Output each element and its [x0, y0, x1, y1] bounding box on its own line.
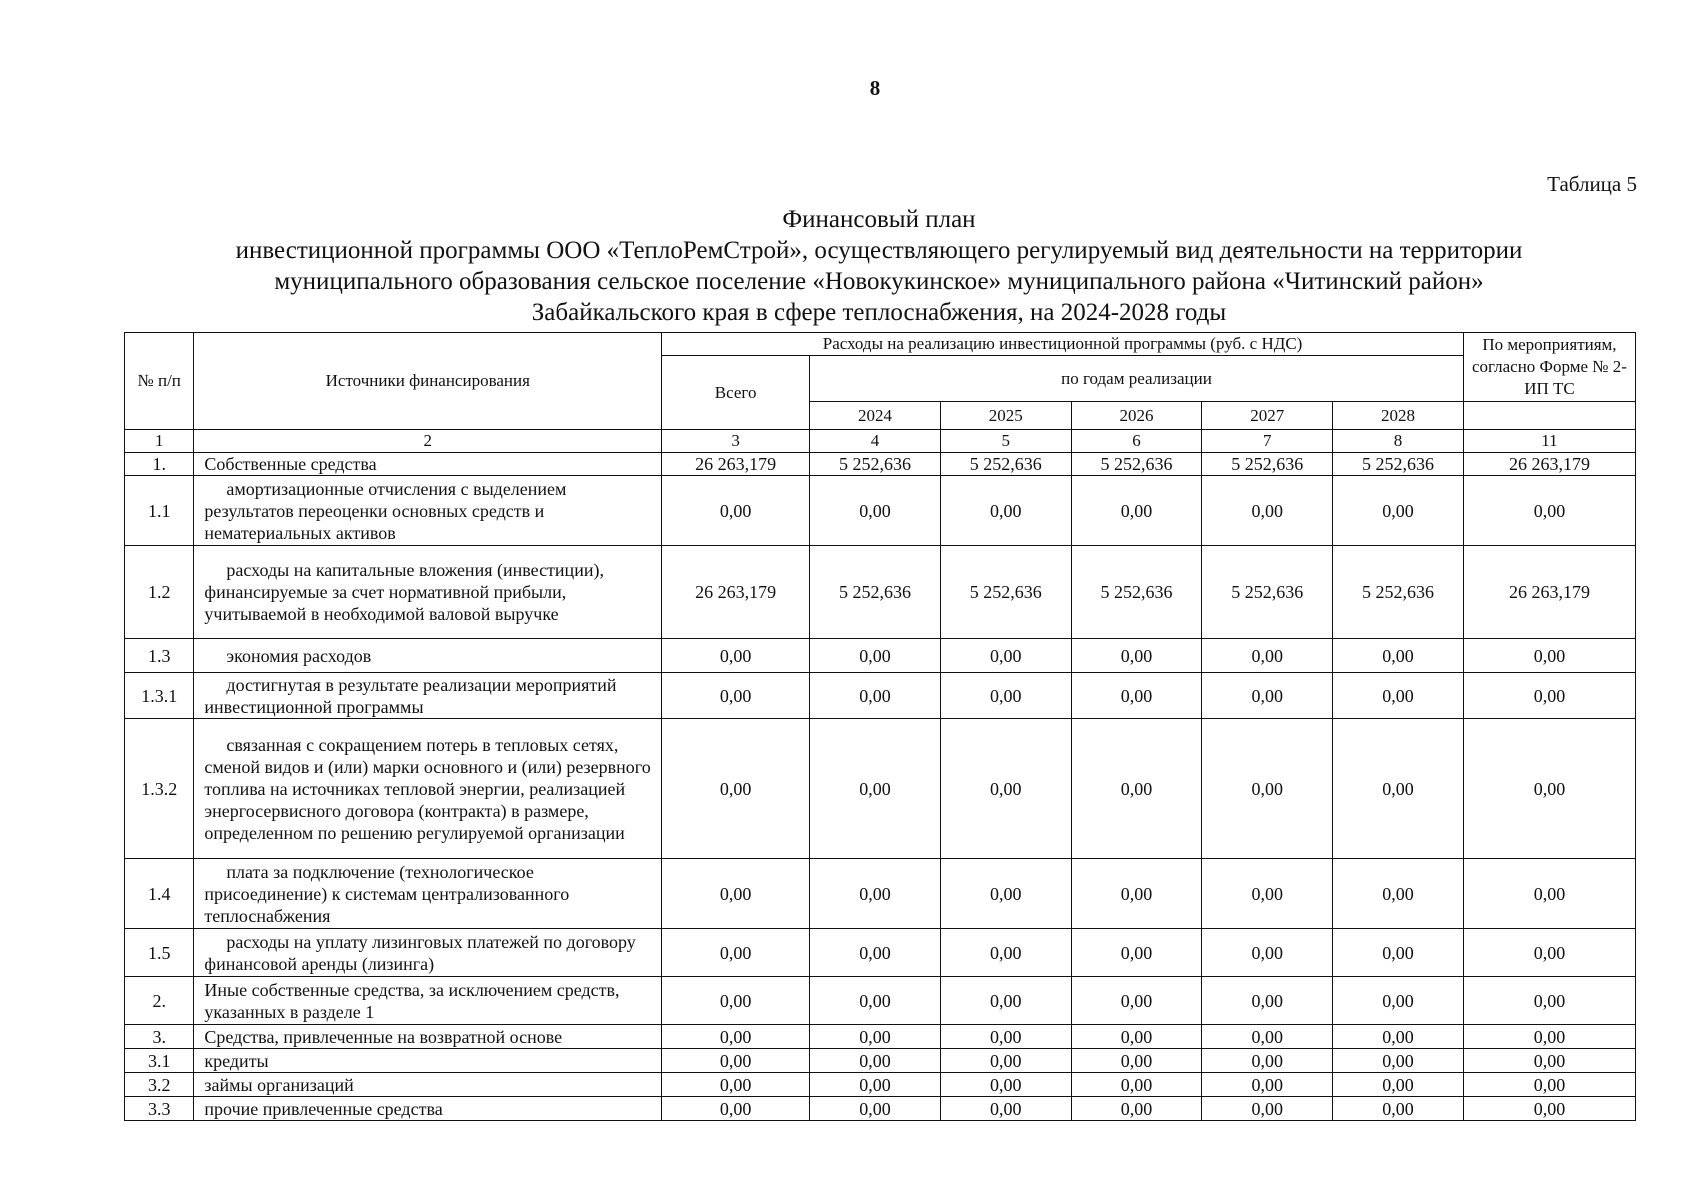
cell-2027: 0,00 — [1202, 1073, 1333, 1097]
cell-total: 0,00 — [662, 719, 810, 859]
cell-2027: 0,00 — [1202, 1097, 1333, 1121]
cell-2024: 0,00 — [810, 719, 941, 859]
plan-subtitle-line-1: инвестиционной программы ООО «ТеплоРемСтрой», осуществляющего регулируемый вид деятельности на территории — [235, 237, 1523, 264]
table-row — [125, 546, 1636, 639]
plan-title: Финансовый план — [782, 206, 976, 233]
cell-total: 0,00 — [662, 1097, 810, 1121]
cell-2028: 0,00 — [1333, 1049, 1464, 1073]
header-source: Источники финансирования — [194, 333, 662, 430]
row-source: связанная с сокращением потерь в тепловых сетях, сменой видов и (или) марки основного и (или) резервного топлива на источниках тепловой энергии, реализацией энергосервисного договора (контракта) в размере, определенном по решению регулируемой организации — [194, 719, 662, 859]
cell-total: 0,00 — [662, 673, 810, 719]
cell-2025: 0,00 — [940, 859, 1071, 929]
cell-2026: 0,00 — [1071, 719, 1202, 859]
row-source: расходы на уплату лизинговых платежей по договору финансовой аренды (лизинга) — [194, 929, 662, 977]
row-number: 1.3 — [125, 639, 194, 673]
cell-form: 0,00 — [1463, 476, 1635, 546]
cell-2027: 0,00 — [1202, 1025, 1333, 1049]
cell-2024: 0,00 — [810, 1073, 941, 1097]
cell-total: 0,00 — [662, 1073, 810, 1097]
cell-2028: 0,00 — [1333, 977, 1464, 1025]
cell-2024: 0,00 — [810, 859, 941, 929]
cell-2028: 0,00 — [1333, 476, 1464, 546]
cell-2027: 0,00 — [1202, 977, 1333, 1025]
row-source: достигнутая в результате реализации мероприятий инвестиционной программы — [194, 673, 662, 719]
cell-form: 0,00 — [1463, 977, 1635, 1025]
cell-2024: 0,00 — [810, 639, 941, 673]
cell-form: 0,00 — [1463, 1049, 1635, 1073]
row-source: займы организаций — [194, 1073, 662, 1097]
row-number: 1. — [125, 453, 194, 476]
row-number: 1.3.2 — [125, 719, 194, 859]
cell-2028: 0,00 — [1333, 859, 1464, 929]
column-number: 7 — [1202, 430, 1333, 453]
cell-2028: 5 252,636 — [1333, 453, 1464, 476]
cell-2025: 0,00 — [940, 929, 1071, 977]
row-number: 3.3 — [125, 1097, 194, 1121]
cell-form: 0,00 — [1463, 719, 1635, 859]
table-row — [125, 977, 1636, 1025]
cell-2024: 0,00 — [810, 1049, 941, 1073]
cell-2024: 0,00 — [810, 673, 941, 719]
cell-total: 26 263,179 — [662, 453, 810, 476]
row-number: 1.1 — [125, 476, 194, 546]
row-number: 1.3.1 — [125, 673, 194, 719]
cell-total: 0,00 — [662, 977, 810, 1025]
row-number: 3.2 — [125, 1073, 194, 1097]
column-number: 2 — [194, 430, 662, 453]
cell-2025: 0,00 — [940, 1073, 1071, 1097]
cell-2026: 0,00 — [1071, 1097, 1202, 1121]
cell-2027: 0,00 — [1202, 859, 1333, 929]
row-source: амортизационные отчисления с выделением результатов переоценки основных средств и нематериальных активов — [194, 476, 662, 546]
cell-2028: 0,00 — [1333, 929, 1464, 977]
cell-2026: 0,00 — [1071, 929, 1202, 977]
cell-2028: 0,00 — [1333, 1073, 1464, 1097]
cell-2028: 0,00 — [1333, 719, 1464, 859]
cell-2028: 0,00 — [1333, 1097, 1464, 1121]
column-number: 1 — [125, 430, 194, 453]
cell-2025: 0,00 — [940, 1097, 1071, 1121]
cell-total: 0,00 — [662, 1025, 810, 1049]
column-number: 6 — [1071, 430, 1202, 453]
cell-2027: 0,00 — [1202, 929, 1333, 977]
header-year: 2026 — [1071, 402, 1202, 430]
header-year: 2025 — [940, 402, 1071, 430]
cell-2027: 0,00 — [1202, 673, 1333, 719]
cell-2027: 5 252,636 — [1202, 453, 1333, 476]
header-year: 2027 — [1202, 402, 1333, 430]
row-source: экономия расходов — [194, 639, 662, 673]
cell-2025: 0,00 — [940, 719, 1071, 859]
cell-2026: 0,00 — [1071, 977, 1202, 1025]
row-source: Иные собственные средства, за исключением средств, указанных в разделе 1 — [194, 977, 662, 1025]
cell-2025: 5 252,636 — [940, 453, 1071, 476]
cell-2026: 5 252,636 — [1071, 453, 1202, 476]
cell-2025: 0,00 — [940, 1049, 1071, 1073]
table-row — [125, 639, 1636, 673]
header-total: Всего — [662, 356, 810, 430]
cell-total: 0,00 — [662, 476, 810, 546]
header-expenses: Расходы на реализацию инвестиционной программы (руб. с НДС) — [662, 333, 1464, 356]
table-row — [125, 1097, 1636, 1121]
cell-2025: 0,00 — [940, 1025, 1071, 1049]
cell-form: 26 263,179 — [1463, 546, 1635, 639]
cell-2024: 0,00 — [810, 977, 941, 1025]
row-number: 3.1 — [125, 1049, 194, 1073]
header-form: По мероприятиям, согласно Форме № 2-ИП ТС — [1463, 333, 1635, 402]
cell-2027: 0,00 — [1202, 719, 1333, 859]
table-row — [125, 1049, 1636, 1073]
cell-2026: 0,00 — [1071, 1025, 1202, 1049]
cell-2025: 0,00 — [940, 673, 1071, 719]
cell-total: 0,00 — [662, 929, 810, 977]
row-number: 3. — [125, 1025, 194, 1049]
cell-total: 0,00 — [662, 639, 810, 673]
cell-2026: 0,00 — [1071, 639, 1202, 673]
header-by-years: по годам реализации — [810, 356, 1464, 402]
header-form-empty — [1463, 402, 1635, 430]
cell-2025: 0,00 — [940, 476, 1071, 546]
cell-total: 26 263,179 — [662, 546, 810, 639]
table-row — [125, 929, 1636, 977]
cell-2026: 5 252,636 — [1071, 546, 1202, 639]
row-source: Собственные средства — [194, 453, 662, 476]
cell-2028: 5 252,636 — [1333, 546, 1464, 639]
table-row — [125, 476, 1636, 546]
plan-subtitle-line-3: Забайкальского края в сфере теплоснабжения, на 2024-2028 годы — [531, 299, 1227, 326]
cell-form: 0,00 — [1463, 673, 1635, 719]
cell-form: 0,00 — [1463, 639, 1635, 673]
cell-2027: 0,00 — [1202, 1049, 1333, 1073]
cell-2028: 0,00 — [1333, 1025, 1464, 1049]
cell-form: 26 263,179 — [1463, 453, 1635, 476]
table-row — [125, 673, 1636, 719]
cell-2026: 0,00 — [1071, 1073, 1202, 1097]
table-row — [125, 1025, 1636, 1049]
cell-2026: 0,00 — [1071, 476, 1202, 546]
column-number: 8 — [1333, 430, 1464, 453]
row-number: 2. — [125, 977, 194, 1025]
column-number: 3 — [662, 430, 810, 453]
cell-form: 0,00 — [1463, 1097, 1635, 1121]
cell-2026: 0,00 — [1071, 673, 1202, 719]
table-row — [125, 453, 1636, 476]
row-source: плата за подключение (технологическое присоединение) к системам централизованного теплоснабжения — [194, 859, 662, 929]
cell-2025: 0,00 — [940, 639, 1071, 673]
cell-2027: 0,00 — [1202, 476, 1333, 546]
cell-form: 0,00 — [1463, 859, 1635, 929]
cell-total: 0,00 — [662, 859, 810, 929]
header-year: 2024 — [810, 402, 941, 430]
column-number: 11 — [1463, 430, 1635, 453]
cell-2025: 0,00 — [940, 977, 1071, 1025]
row-number: 1.5 — [125, 929, 194, 977]
plan-subtitle-line-2: муниципального образования сельское поселение «Новокукинское» муниципального района «Читинский район» — [274, 268, 1484, 295]
cell-2025: 5 252,636 — [940, 546, 1071, 639]
header-num: № п/п — [125, 333, 194, 430]
cell-2024: 5 252,636 — [810, 453, 941, 476]
table-row — [125, 859, 1636, 929]
column-number: 4 — [810, 430, 941, 453]
cell-total: 0,00 — [662, 1049, 810, 1073]
row-source: расходы на капитальные вложения (инвестиции), финансируемые за счет нормативной прибыли, учитываемой в необходимой валовой выручке — [194, 546, 662, 639]
financial-plan-table — [124, 332, 1636, 1121]
header-year: 2028 — [1333, 402, 1464, 430]
cell-2024: 0,00 — [810, 1025, 941, 1049]
cell-2028: 0,00 — [1333, 639, 1464, 673]
row-source: Средства, привлеченные на возвратной основе — [194, 1025, 662, 1049]
row-source: прочие привлеченные средства — [194, 1097, 662, 1121]
cell-2024: 0,00 — [810, 476, 941, 546]
table-label: Таблица 5 — [1547, 172, 1637, 196]
table-row — [125, 1073, 1636, 1097]
cell-2026: 0,00 — [1071, 859, 1202, 929]
cell-2028: 0,00 — [1333, 673, 1464, 719]
row-number: 1.4 — [125, 859, 194, 929]
cell-2027: 0,00 — [1202, 639, 1333, 673]
cell-form: 0,00 — [1463, 1025, 1635, 1049]
cell-2024: 0,00 — [810, 1097, 941, 1121]
cell-2026: 0,00 — [1071, 1049, 1202, 1073]
row-source: кредиты — [194, 1049, 662, 1073]
column-number: 5 — [940, 430, 1071, 453]
cell-2024: 0,00 — [810, 929, 941, 977]
cell-2024: 5 252,636 — [810, 546, 941, 639]
page-number: 8 — [869, 76, 881, 100]
cell-2027: 5 252,636 — [1202, 546, 1333, 639]
cell-form: 0,00 — [1463, 1073, 1635, 1097]
table-row — [125, 719, 1636, 859]
cell-form: 0,00 — [1463, 929, 1635, 977]
row-number: 1.2 — [125, 546, 194, 639]
